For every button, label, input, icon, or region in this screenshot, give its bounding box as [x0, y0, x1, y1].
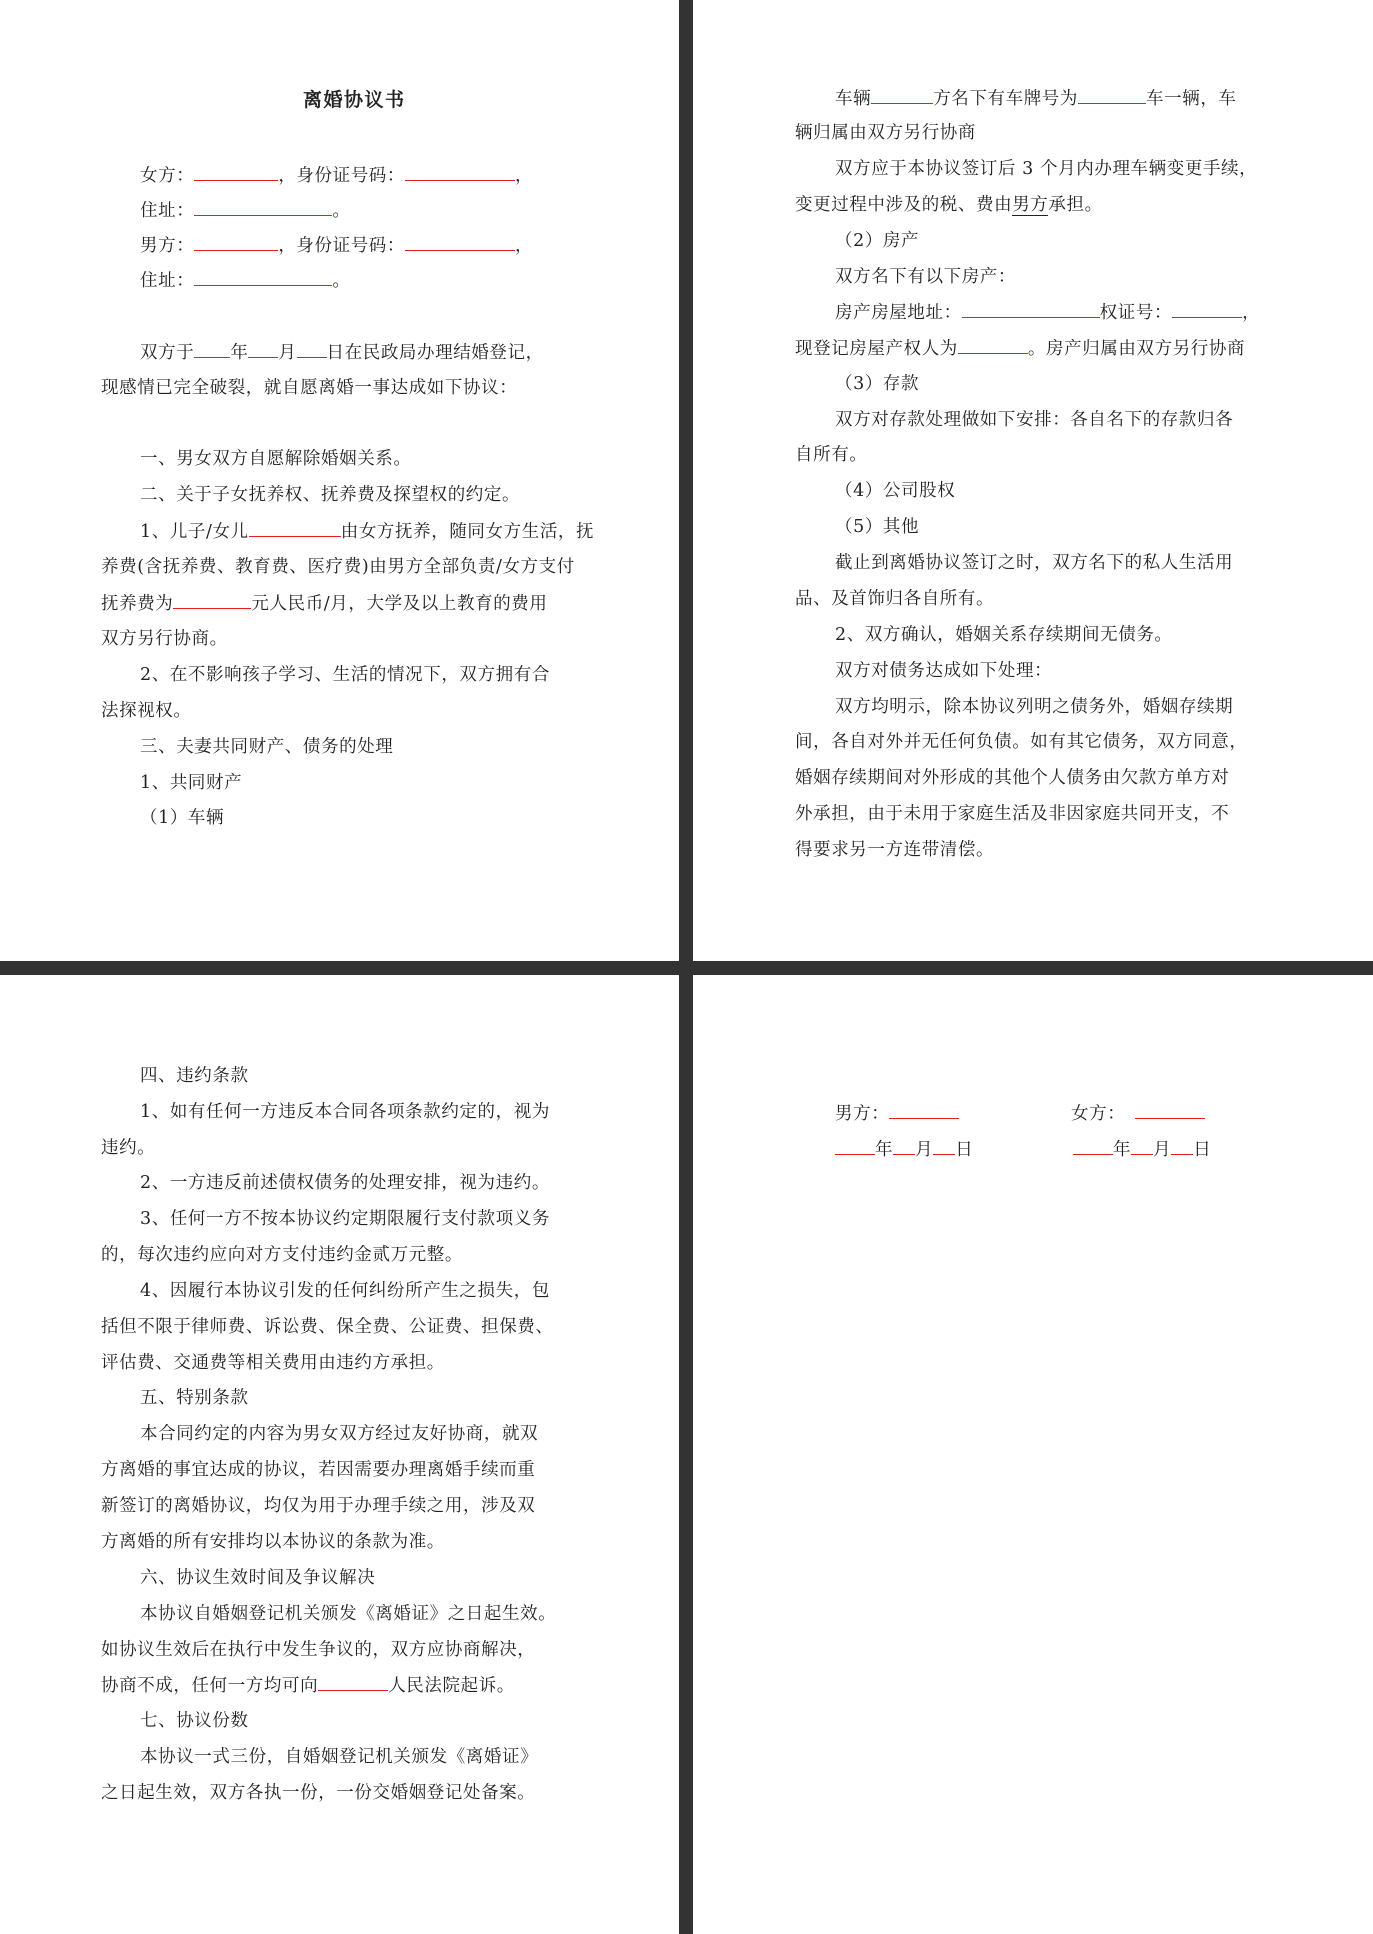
signature-female: 女方：: [1071, 1101, 1205, 1126]
date-female: 年 月 日: [1073, 1137, 1211, 1162]
blank-field: [248, 340, 278, 358]
blank-field: [1078, 86, 1146, 104]
paragraph-line: 双方应于本协议签订后 3 个月内办理车辆变更手续，: [835, 159, 1258, 179]
paragraph-line: 评估费、交通费等相关费用由违约方承担。: [101, 1353, 445, 1373]
blank-field: [405, 233, 515, 251]
blank-field: [1172, 300, 1242, 318]
paragraph-line: 现感情已完全破裂，就自愿离婚一事达成如下协议：: [101, 378, 518, 398]
blank-field: [297, 340, 327, 358]
paragraph-line: 2、在不影响孩子学习、生活的情况下，双方拥有合: [140, 665, 550, 685]
blank-field: [962, 300, 1100, 318]
blank-field: [194, 340, 230, 358]
paragraph-line: 1、如有任何一方违反本合同各项条款约定的，视为: [140, 1102, 550, 1122]
section-heading: 六、协议生效时间及争议解决: [140, 1568, 376, 1588]
paragraph-line: 抚养费为 元人民币/月，大学及以上教育的费用: [101, 591, 548, 616]
blank-field: [249, 519, 341, 537]
blank-field: [194, 163, 278, 181]
subsection-heading: （5）其他: [835, 517, 920, 537]
page-1: [0, 0, 679, 961]
section-heading: 五、特别条款: [140, 1388, 249, 1408]
paragraph-line: 2、一方违反前述债权债务的处理安排，视为违约。: [140, 1173, 550, 1193]
paragraph-line: 房产房屋地址： 权证号： ，: [835, 300, 1260, 325]
party-male-line: 男方： ，身份证号码： ，: [140, 233, 533, 258]
subsection-heading: 1、共同财产: [140, 773, 243, 793]
section-heading: 一、男女双方自愿解除婚姻关系。: [140, 449, 412, 469]
blank-field: [194, 198, 332, 216]
section-heading: 三、夫妻共同财产、债务的处理: [140, 737, 394, 757]
section-heading: 二、关于子女抚养权、抚养费及探望权的约定。: [140, 485, 521, 505]
paragraph-line: 如协议生效后在执行中发生争议的，双方应协商解决，: [101, 1640, 536, 1660]
paragraph-line: 的，每次违约应向对方支付违约金贰万元整。: [101, 1245, 463, 1265]
paragraph-line: 本协议自婚姻登记机关颁发《离婚证》之日起生效。: [140, 1604, 557, 1624]
paragraph-line: 截止到离婚协议签订之时，双方名下的私人生活用: [835, 553, 1234, 573]
paragraph-line: 违约。: [101, 1138, 156, 1158]
blank-field: [318, 1673, 388, 1691]
blank-field: [405, 163, 515, 181]
paragraph-line: 双方对债务达成如下处理：: [835, 661, 1053, 681]
paragraph-line: 2、双方确认，婚姻关系存续期间无债务。: [835, 625, 1173, 645]
page-3: [0, 975, 679, 1934]
subsection-heading: （2）房产: [835, 231, 920, 251]
paragraph-line: 3、任何一方不按本协议约定期限履行支付款项义务: [140, 1209, 550, 1229]
paragraph-line: 之日起生效，双方各执一份，一份交婚姻登记处备案。: [101, 1783, 536, 1803]
paragraph-line: 自所有。: [795, 445, 868, 465]
paragraph-line: 变更过程中涉及的税、费由男方承担。: [795, 195, 1103, 215]
signature-male: 男方：: [835, 1101, 959, 1126]
blank-field: [1131, 1137, 1153, 1155]
blank-field: [173, 591, 251, 609]
blank-field: [889, 1101, 959, 1119]
paragraph-line: 间，各自对外并无任何负债。如有其它债务，双方同意，: [795, 732, 1248, 752]
paragraph-line: 品、及首饰归各自所有。: [795, 589, 995, 609]
paragraph-line: 现登记房屋产权人为 。房产归属由双方另行协商: [795, 336, 1245, 361]
blank-field: [1171, 1137, 1193, 1155]
paragraph-line: 养费(含抚养费、教育费、医疗费)由男方全部负责/女方支付: [101, 557, 575, 577]
blank-field: [871, 86, 933, 104]
paragraph-line: 双方名下有以下房产：: [835, 267, 1016, 287]
subsection-heading: （1）车辆: [140, 808, 225, 828]
paragraph-line: 双方均明示，除本协议列明之债务外，婚姻存续期: [835, 697, 1234, 717]
paragraph-line: 双方对存款处理做如下安排：各自名下的存款归各: [835, 410, 1234, 430]
paragraph-line: 4、因履行本协议引发的任何纠纷所产生之损失，包: [140, 1281, 550, 1301]
party-female-line: 女方： ，身份证号码： ，: [140, 163, 533, 188]
paragraph-line: 婚姻存续期间对外形成的其他个人债务由欠款方单方对: [795, 768, 1230, 788]
page-divider-horizontal: [0, 961, 1373, 975]
section-heading: 四、违约条款: [140, 1066, 249, 1086]
blank-field: [194, 233, 278, 251]
blank-field: [835, 1137, 875, 1155]
paragraph-line: 协商不成，任何一方均可向 人民法院起诉。: [101, 1673, 515, 1698]
paragraph-line: 方离婚的所有安排均以本协议的条款为准。: [101, 1532, 445, 1552]
paragraph-line: 得要求另一方连带清偿。: [795, 840, 995, 860]
blank-field: [194, 268, 332, 286]
paragraph-line: 法探视权。: [101, 701, 192, 721]
paragraph-line: 双方于 年 月 日在民政局办理结婚登记，: [140, 340, 544, 365]
paragraph-line: 本合同约定的内容为男女双方经过友好协商，就双: [140, 1424, 539, 1444]
paragraph-line: 辆归属由双方另行协商: [795, 123, 976, 143]
subsection-heading: （4）公司股权: [835, 481, 956, 501]
blank-field: [933, 1137, 955, 1155]
blank-field: [893, 1137, 915, 1155]
paragraph-line: 新签订的离婚协议，均仅为用于办理手续之用，涉及双: [101, 1496, 536, 1516]
date-male: 年 月 日: [835, 1137, 973, 1162]
paragraph-line: 1、儿子/女儿 由女方抚养，随同女方生活，抚: [140, 519, 594, 544]
paragraph-line: 本协议一式三份，自婚姻登记机关颁发《离婚证》: [140, 1747, 539, 1767]
page-4: [693, 975, 1373, 1934]
page-2: [693, 0, 1373, 961]
paragraph-line: 外承担，由于未用于家庭生活及非因家庭共同开支，不: [795, 804, 1230, 824]
blank-field: [1073, 1137, 1113, 1155]
address-male-line: 住址： 。: [140, 268, 350, 293]
section-heading: 七、协议份数: [140, 1711, 249, 1731]
blank-field: [1135, 1101, 1205, 1119]
subsection-heading: （3）存款: [835, 374, 920, 394]
paragraph-line: 方离婚的事宜达成的协议，若因需要办理离婚手续而重: [101, 1460, 536, 1480]
document-title: 离婚协议书: [303, 89, 406, 111]
paragraph-line: 双方另行协商。: [101, 629, 228, 649]
paragraph-line: 车辆 方名下有车牌号为 车一辆，车: [835, 86, 1237, 111]
paragraph-line: 括但不限于律师费、诉讼费、保全费、公证费、担保费、: [101, 1317, 554, 1337]
address-female-line: 住址： 。: [140, 198, 350, 223]
blank-field: [958, 336, 1028, 354]
